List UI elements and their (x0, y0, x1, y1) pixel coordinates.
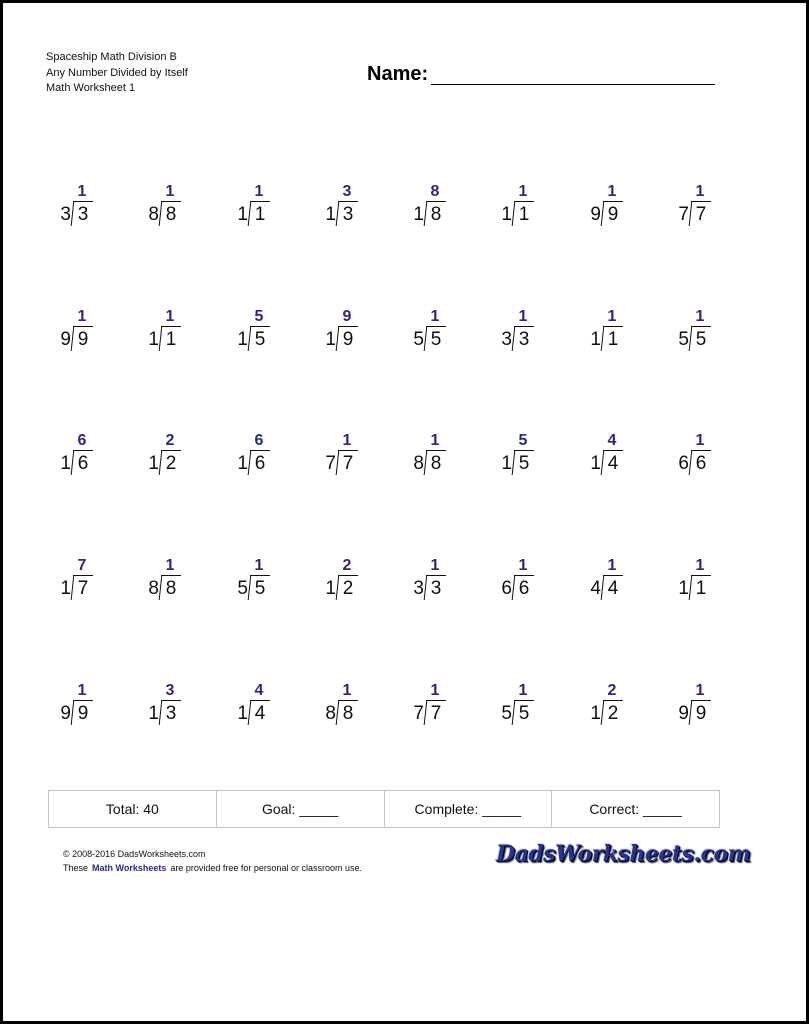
divisor: 6 (501, 578, 512, 599)
division-problem (55, 432, 115, 482)
dividend: 6 (77, 453, 89, 474)
dividend: 6 (695, 453, 707, 474)
division-problem (585, 682, 645, 732)
divisor: 1 (237, 204, 248, 225)
divisor: 1 (590, 453, 601, 474)
footer-prefix: These (63, 863, 89, 873)
quotient: 6 (77, 432, 87, 449)
divisor: 8 (148, 578, 159, 599)
divisor: 8 (148, 204, 159, 225)
quotient: 1 (430, 308, 440, 325)
quotient: 1 (430, 682, 440, 699)
dividend: 3 (342, 204, 354, 225)
dividend: 1 (695, 578, 707, 599)
divisor: 8 (325, 703, 336, 724)
divisor: 1 (60, 578, 71, 599)
dividend: 4 (607, 453, 619, 474)
dividend: 6 (518, 578, 530, 599)
division-problem (585, 432, 645, 482)
worksheet-number: Math Worksheet 1 (46, 82, 136, 94)
division-problem (320, 432, 380, 482)
quotient: 1 (607, 183, 617, 200)
divisor: 3 (60, 204, 71, 225)
dividend: 3 (430, 578, 442, 599)
quotient: 7 (77, 557, 87, 574)
divisor: 1 (237, 453, 248, 474)
division-problem (320, 308, 380, 358)
division-problem (55, 183, 115, 233)
quotient: 1 (695, 557, 705, 574)
dividend: 5 (254, 329, 266, 350)
quotient: 4 (607, 432, 617, 449)
dividend: 2 (607, 703, 619, 724)
division-problem (496, 183, 556, 233)
quotient: 1 (77, 682, 87, 699)
dividend: 8 (165, 204, 177, 225)
divisor: 8 (413, 453, 424, 474)
division-problem (55, 308, 115, 358)
quotient: 3 (342, 183, 352, 200)
summary-goal[interactable]: Goal: _____ (217, 791, 385, 827)
quotient: 2 (342, 557, 352, 574)
division-problem (496, 432, 556, 482)
dividend: 4 (254, 703, 266, 724)
dividend: 9 (77, 703, 89, 724)
divisor: 3 (413, 578, 424, 599)
quotient: 6 (254, 432, 264, 449)
division-problem (408, 432, 468, 482)
divisor: 1 (60, 453, 71, 474)
dividend: 7 (695, 204, 707, 225)
copyright-text: © 2008-2016 DadsWorksheets.com (63, 849, 206, 859)
division-problem (496, 557, 556, 607)
division-problem (232, 682, 292, 732)
division-problem (232, 308, 292, 358)
division-problem (673, 557, 733, 607)
quotient: 1 (342, 682, 352, 699)
division-problem (585, 557, 645, 607)
divisor: 9 (60, 703, 71, 724)
dividend: 9 (342, 329, 354, 350)
quotient: 1 (695, 682, 705, 699)
dividend: 5 (518, 453, 530, 474)
dividend: 5 (254, 578, 266, 599)
quotient: 5 (518, 432, 528, 449)
quotient: 1 (607, 308, 617, 325)
quotient: 1 (607, 557, 617, 574)
divisor: 6 (678, 453, 689, 474)
divisor: 1 (501, 204, 512, 225)
dividend: 7 (77, 578, 89, 599)
divisor: 1 (590, 329, 601, 350)
division-problem (320, 557, 380, 607)
divisor: 5 (413, 329, 424, 350)
division-problem (320, 183, 380, 233)
quotient: 1 (254, 557, 264, 574)
division-problem (673, 308, 733, 358)
division-problem (496, 682, 556, 732)
division-problem (143, 682, 203, 732)
quotient: 1 (430, 432, 440, 449)
division-problem (408, 308, 468, 358)
division-problem (320, 682, 380, 732)
divisor: 1 (237, 329, 248, 350)
summary-correct[interactable]: Correct: _____ (589, 801, 682, 817)
division-problem (143, 432, 203, 482)
divisor: 7 (325, 453, 336, 474)
divisor: 1 (590, 703, 601, 724)
division-problem (496, 308, 556, 358)
footer-suffix: are provided free for personal or classroom use. (170, 863, 362, 873)
divisor: 1 (413, 204, 424, 225)
division-problem (408, 557, 468, 607)
divisor: 1 (148, 329, 159, 350)
math-worksheets-link[interactable]: Math Worksheets (92, 863, 167, 873)
divisor: 7 (678, 204, 689, 225)
quotient: 8 (430, 183, 440, 200)
quotient: 1 (518, 183, 528, 200)
division-problem (232, 432, 292, 482)
quotient: 5 (254, 308, 264, 325)
divisor: 1 (237, 703, 248, 724)
quotient: 1 (77, 183, 87, 200)
division-problem (585, 308, 645, 358)
division-problem (143, 183, 203, 233)
divisor: 1 (501, 453, 512, 474)
dadsworksheets-logo: DadsWorksheets.com (496, 841, 751, 867)
dividend: 3 (518, 329, 530, 350)
quotient: 1 (518, 682, 528, 699)
worksheet-title: Spaceship Math Division B (46, 51, 177, 63)
dividend: 2 (165, 453, 177, 474)
quotient: 1 (254, 183, 264, 200)
divisor: 1 (325, 204, 336, 225)
dividend: 1 (518, 204, 530, 225)
quotient: 1 (695, 432, 705, 449)
divisor: 5 (501, 703, 512, 724)
quotient: 1 (77, 308, 87, 325)
divisor: 9 (678, 703, 689, 724)
divisor: 1 (148, 453, 159, 474)
divisor: 3 (501, 329, 512, 350)
division-problem (55, 682, 115, 732)
dividend: 1 (165, 329, 177, 350)
division-problem (408, 682, 468, 732)
dividend: 7 (342, 453, 354, 474)
dividend: 3 (77, 204, 89, 225)
dividend: 7 (430, 703, 442, 724)
division-problem (585, 183, 645, 233)
division-problem (673, 682, 733, 732)
quotient: 1 (165, 557, 175, 574)
quotient: 1 (165, 308, 175, 325)
divisor: 1 (678, 578, 689, 599)
dividend: 5 (695, 329, 707, 350)
dividend: 4 (607, 578, 619, 599)
quotient: 1 (695, 183, 705, 200)
quotient: 1 (165, 183, 175, 200)
dividend: 9 (77, 329, 89, 350)
dividend: 8 (430, 453, 442, 474)
dividend: 3 (165, 703, 177, 724)
summary-complete[interactable]: Complete: _____ (385, 791, 553, 827)
quotient: 2 (607, 682, 617, 699)
dividend: 6 (254, 453, 266, 474)
divisor: 4 (590, 578, 601, 599)
division-problem (143, 308, 203, 358)
division-problem (232, 183, 292, 233)
dividend: 5 (430, 329, 442, 350)
summary-total: Total: 40 (49, 791, 217, 827)
name-label: Name: (367, 63, 429, 85)
dividend: 8 (430, 204, 442, 225)
division-problem (143, 557, 203, 607)
dividend: 5 (518, 703, 530, 724)
quotient: 4 (254, 682, 264, 699)
quotient: 9 (342, 308, 352, 325)
divisor: 5 (237, 578, 248, 599)
division-problem (232, 557, 292, 607)
divisor: 1 (325, 578, 336, 599)
divisor: 9 (590, 204, 601, 225)
quotient: 1 (342, 432, 352, 449)
quotient: 2 (165, 432, 175, 449)
quotient: 3 (165, 682, 175, 699)
dividend: 1 (254, 204, 266, 225)
summary-table (48, 790, 720, 828)
division-problem (673, 183, 733, 233)
divisor: 1 (148, 703, 159, 724)
problem-grid (3, 3, 806, 763)
quotient: 1 (518, 557, 528, 574)
divisor: 9 (60, 329, 71, 350)
dividend: 9 (607, 204, 619, 225)
footer-note (63, 861, 362, 875)
dividend: 1 (607, 329, 619, 350)
division-problem (408, 183, 468, 233)
dividend: 9 (695, 703, 707, 724)
dividend: 8 (165, 578, 177, 599)
dividend: 8 (342, 703, 354, 724)
divisor: 7 (413, 703, 424, 724)
division-problem (673, 432, 733, 482)
worksheet-subtitle: Any Number Divided by Itself (46, 66, 188, 79)
footer (63, 847, 362, 875)
quotient: 1 (430, 557, 440, 574)
quotient: 1 (695, 308, 705, 325)
quotient: 1 (518, 308, 528, 325)
division-problem (55, 557, 115, 607)
divisor: 5 (678, 329, 689, 350)
dividend: 2 (342, 578, 354, 599)
divisor: 1 (325, 329, 336, 350)
